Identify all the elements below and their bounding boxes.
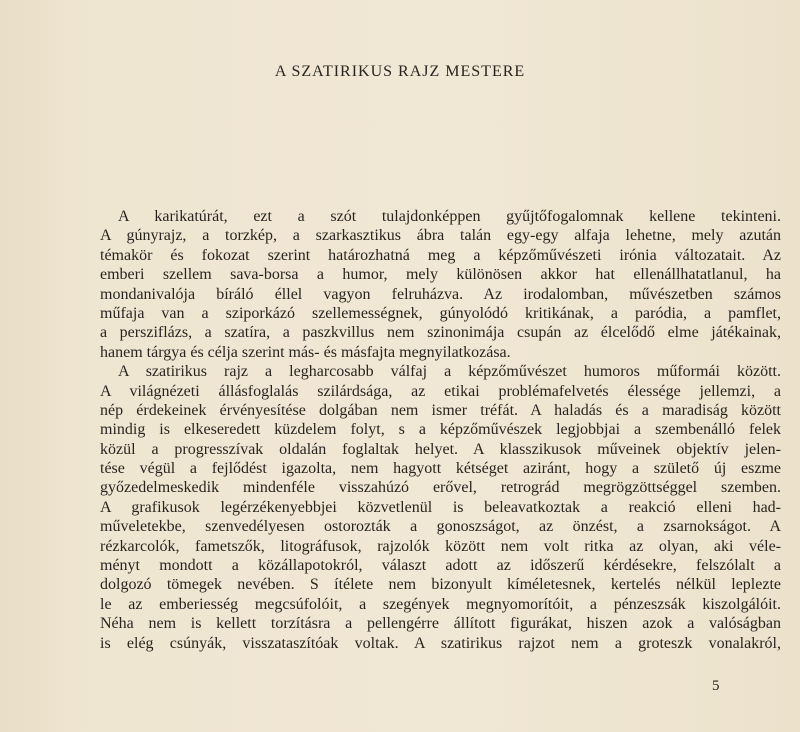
text-line: A gúnyrajz, a torzkép, a szarkasztikus ábra talán egy-egy alfaja lehetne, mely azután (100, 227, 781, 245)
text-line: témakör és fokozat szerint határozhatná meg a képzőművészeti irónia változatait. Az (100, 246, 781, 264)
text-line: a persziflázs, a szatíra, a paszkvillus nem szinonimája csupán az élcelődő elme játékainak, (100, 324, 781, 342)
paragraph-1 (100, 207, 781, 362)
text-line: is elég csúnyák, visszataszítóak voltak. A szatirikus rajzot nem a groteszk vonalakról, (100, 634, 781, 652)
text-line: nép érdekeinek érvényesítése dolgában nem ismer tréfát. A haladás és a maradiság között (100, 401, 781, 419)
text-line: tése végül a fejlődést igazolta, nem hagyott kétséget aziránt, hogy a születő új eszme (100, 460, 781, 478)
text-line: hanem tárgya és célja szerint más- és másfajta megnyilatkozása. (100, 343, 511, 361)
text-line: Néha nem is kellett torzításra a pellengérre állított figurákat, hiszen azok a valóságban (100, 615, 781, 633)
page-number: 5 (712, 678, 720, 694)
text-line: emberi szellem sava-borsa a humor, mely különösen akkor hat ellenállhatatlanul, ha (100, 266, 781, 284)
text-line: ményt mondott a közállapotokról, választ adott az időszerű kérdésekre, felszólalt a (100, 557, 781, 575)
text-line: A szatirikus rajz a legharcosabb válfaj a képzőművészet humoros műformái között. (118, 363, 781, 381)
text-line: rézkarcolók, fametszők, litográfusok, rajzolók között nem volt ritka az olyan, aki véle- (100, 537, 781, 555)
text-line: műveletekbe, szenvedélyesen ostorozták a gonoszságot, az önzést, a zsarnokságot. A (100, 518, 781, 536)
text-line: dolgozó tömegek nevében. S ítélete nem bizonyult kíméletesnek, kertelés nélkül leplezte (100, 576, 781, 594)
text-line: mindig is elkeseredett küzdelem folyt, s a képzőművészek legjobbjai a szembenálló felek (100, 421, 781, 439)
text-line: A grafikusok legérzékenyebbjei közvetlenül is beleavatkoztak a reakció elleni had- (100, 498, 781, 516)
text-line: A világnézeti állásfoglalás szilárdsága, az etikai problémafelvetés élessége jellemzi, a (100, 382, 781, 400)
text-line: győzedelmeskedik mindenféle visszahúzó erővel, retrográd megrögzöttséggel szemben. (100, 479, 781, 497)
text-line: közül a progresszívak oldalán foglaltak helyet. A klasszikusok műveinek objektív jelen- (100, 440, 781, 458)
text-line: műfaja van a sziporkázó szellemességnek, gúnyolódó kritikának, a paródia, a pamflet, (100, 304, 781, 322)
paragraph-2 (100, 362, 781, 653)
text-line: le az emberiesség megcsúfolóit, a szegények megnyomorítóit, a pénzeszsák kiszolgálóit. (100, 595, 781, 613)
body-text (100, 207, 781, 653)
text-line: A karikatúrát, ezt a szót tulajdonképpen gyűjtőfogalomnak kellene tekinteni. (118, 208, 781, 225)
text-line: mondanivalója bíráló éllel vagyon felruházva. Az irodalomban, művészetben számos (100, 285, 781, 303)
page-title: A SZATIRIKUS RAJZ MESTERE (274, 63, 526, 80)
